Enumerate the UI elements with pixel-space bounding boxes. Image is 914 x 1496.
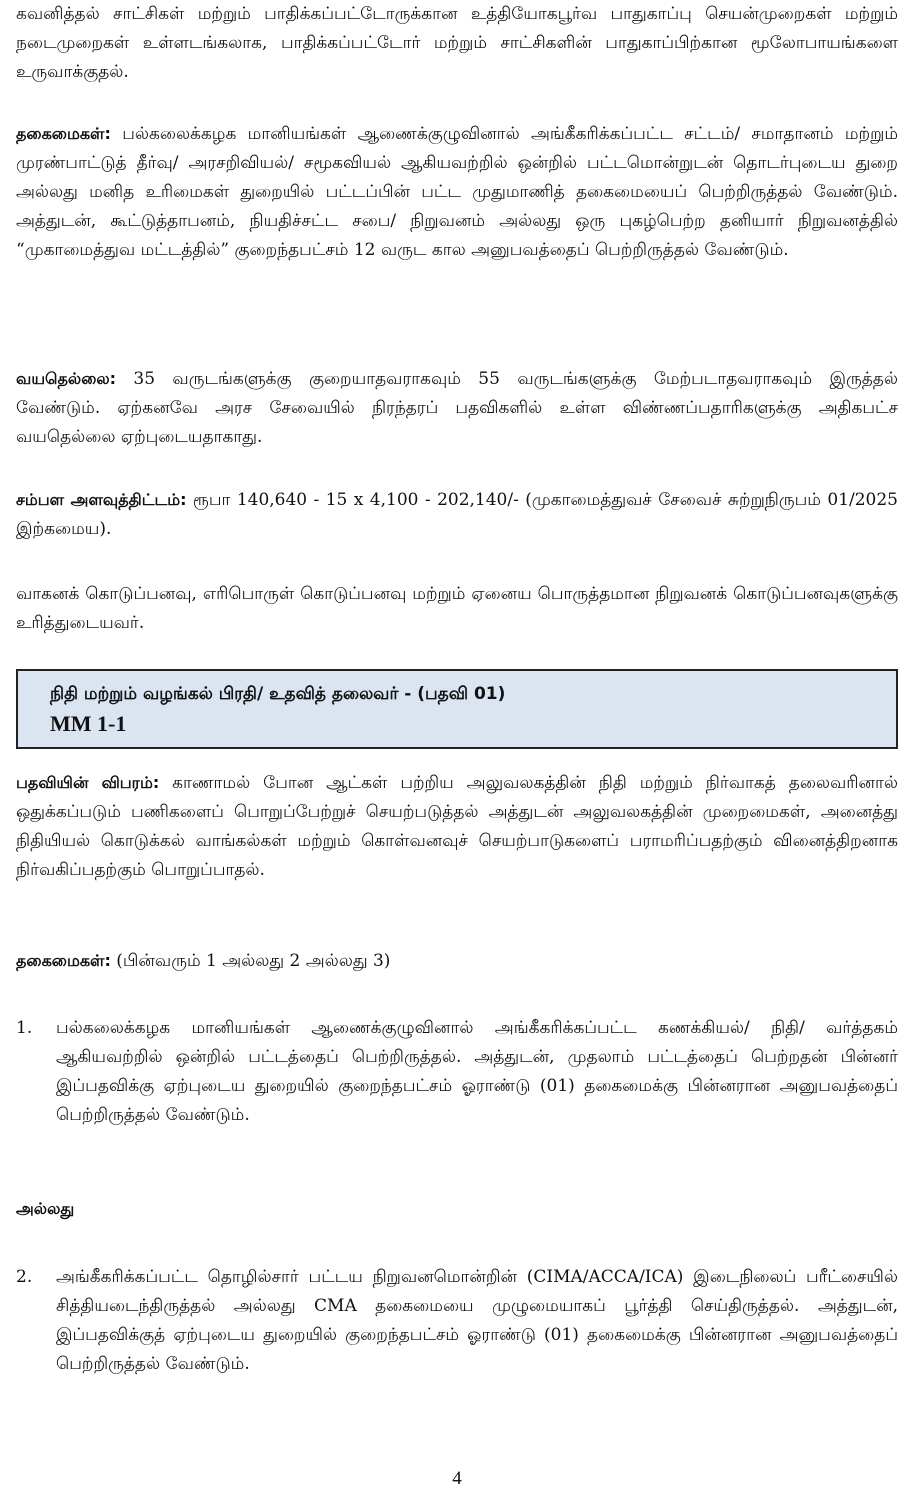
position-code: MM 1-1 (50, 711, 127, 736)
age-limit-text: 35 வருடங்களுக்கு குறையாதவராகவும் 55 வருடங்களுக்கு மேற்படாதவராகவும் இருத்தல் வேண்டும். ஏற்கனவே அரச சேவையில் நிரந்தரப் பதவிகளில் உள்ள விண்ணப்பதாரிகளுக்கு அதிகபட்ச வயதெல்லை ஏற்புடையதாகாது. (16, 369, 898, 447)
intro-text: கவனித்தல் சாட்சிகள் மற்றும் பாதிக்கப்பட்டோருக்கான உத்தியோகபூர்வ பாதுகாப்பு செயன்முறைகள் மற்றும் நடைமுறைகள் உள்ளடங்கலாக, பாதிக்கப்பட்டோர் மற்றும் சாட்சிகளின் பாதுகாப்பிற்கான மூலோபாயங்களை உருவாக்குதல். (16, 4, 898, 82)
list-item-number: 1. (16, 1018, 33, 1038)
page-number: 4 (452, 1468, 462, 1489)
age-limit-label: வயதெல்லை: (16, 369, 117, 388)
qualifications-options-label: தகைமைகள்: (16, 951, 111, 970)
list-item-number: 2. (16, 1267, 33, 1287)
age-limit-paragraph (16, 364, 898, 452)
job-description-text: காணாமல் போன ஆட்கள் பற்றிய அலுவலகத்தின் நிதி மற்றும் நிர்வாகத் தலைவரினால் ஒதுக்கப்படும் பணிகளைப் பொறுப்பேற்றுச் செயற்படுத்தல் அத்துடன் அலுவலகத்தின் முறைமைகள், அனைத்து நிதியியல் கொடுக்கல் வாங்கல்கள் மற்றும் கொள்வனவுச் செயற்பாடுகளைப் பராமரிப்பதற்கும் வினைத்திறனாக நிர்வகிப்பதற்கும் பொறுப்பாதல். (16, 773, 899, 880)
qualifications-label: தகைமைகள்: (16, 124, 111, 143)
qualifications-text: பல்கலைக்கழக மானியங்கள் ஆணைக்குழுவினால் அங்கீகரிக்கப்பட்ட சட்டம்/ சமாதானம் மற்றும் முரண்பாட்டுத் தீர்வு/ அரசறிவியல்/ சமூகவியல் ஆகியவற்றில் ஒன்றில் பட்டமொன்றுடன் தொடர்புடைய துறை அல்லது மனித உரிமைகள் துறையில் பட்டப்பின் பட்ட முதுமாணித் தகைமையைப் பெற்றிருத்தல் வேண்டும். அத்துடன், கூட்டுத்தாபனம், நியதிச்சட்ட சபை/ நிறுவனம் அல்லது ஒரு புகழ்பெற்ற தனியார் நிறுவனத்தில் “முகாமைத்துவ மட்டத்தில்” குறைந்தபட்சம் 12 வருட கால அனுபவத்தைப் பெற்றிருத்தல் வேண்டும். (16, 124, 898, 260)
position-heading-box (16, 669, 898, 749)
list-item-text: பல்கலைக்கழக மானியங்கள் ஆணைக்குழுவினால் அங்கீகரிக்கப்பட்ட கணக்கியல்/ நிதி/ வர்த்தகம் ஆகியவற்றில் ஒன்றில் பட்டத்தைப் பெற்றிருத்தல். அத்துடன், முதலாம் பட்டத்தைப் பெற்றதன் பின்னர் இப்பதவிக்கு ஏற்புடைய துறையில் குறைந்தபட்சம் ஓராண்டு (01) தகைமைக்கு பின்னரான அனுபவத்தைப் பெற்றிருத்தல் வேண்டும். (56, 1018, 898, 1125)
qualifications-options-paragraph (16, 946, 390, 976)
job-description-label: பதவியின் விபரம்: (16, 773, 160, 792)
allowances-paragraph (16, 580, 898, 638)
salary-scale-label: சம்பள அளவுத்திட்டம்: (16, 490, 187, 509)
intro-paragraph (16, 0, 898, 87)
list-item-text: அங்கீகரிக்கப்பட்ட தொழில்சார் பட்டய நிறுவனமொன்றின் (CIMA/ACCA/ICA) இடைநிலைப் பரீட்சையில் சித்தியடைந்திருத்தல் அல்லது CMA தகைமையை முழுமையாகப் பூர்த்தி செய்திருத்தல். அத்துடன், இப்பதவிக்குத் ஏற்புடைய துறையில் குறைந்தபட்சம் ஓராண்டு (01) தகைமைக்கு பின்னரான அனுபவத்தைப் பெற்றிருத்தல் வேண்டும். (56, 1267, 898, 1374)
or-separator: அல்லது (16, 1199, 75, 1218)
allowances-text: வாகனக் கொடுப்பனவு, எரிபொருள் கொடுப்பனவு மற்றும் ஏனைய பொருத்தமான நிறுவனக் கொடுப்பனவுகளுக்கு உரித்துடையவர். (16, 584, 898, 633)
qualifications-paragraph (16, 119, 898, 265)
list-item (16, 1263, 898, 1379)
job-description-paragraph (16, 768, 898, 885)
qualifications-options-text: (பின்வரும் 1 அல்லது 2 அல்லது 3) (110, 951, 391, 971)
salary-scale-paragraph (16, 485, 898, 544)
position-title: நிதி மற்றும் வழங்கல் பிரதி/ உதவித் தலைவர் - (பதவி 01) (50, 684, 506, 704)
list-item (16, 1014, 898, 1130)
salary-scale-text: ரூபா 140,640 - 15 x 4,100 - 202,140/- (முகாமைத்துவச் சேவைச் சுற்றுநிருபம் 01/2025 இற்கமைய). (16, 490, 899, 539)
